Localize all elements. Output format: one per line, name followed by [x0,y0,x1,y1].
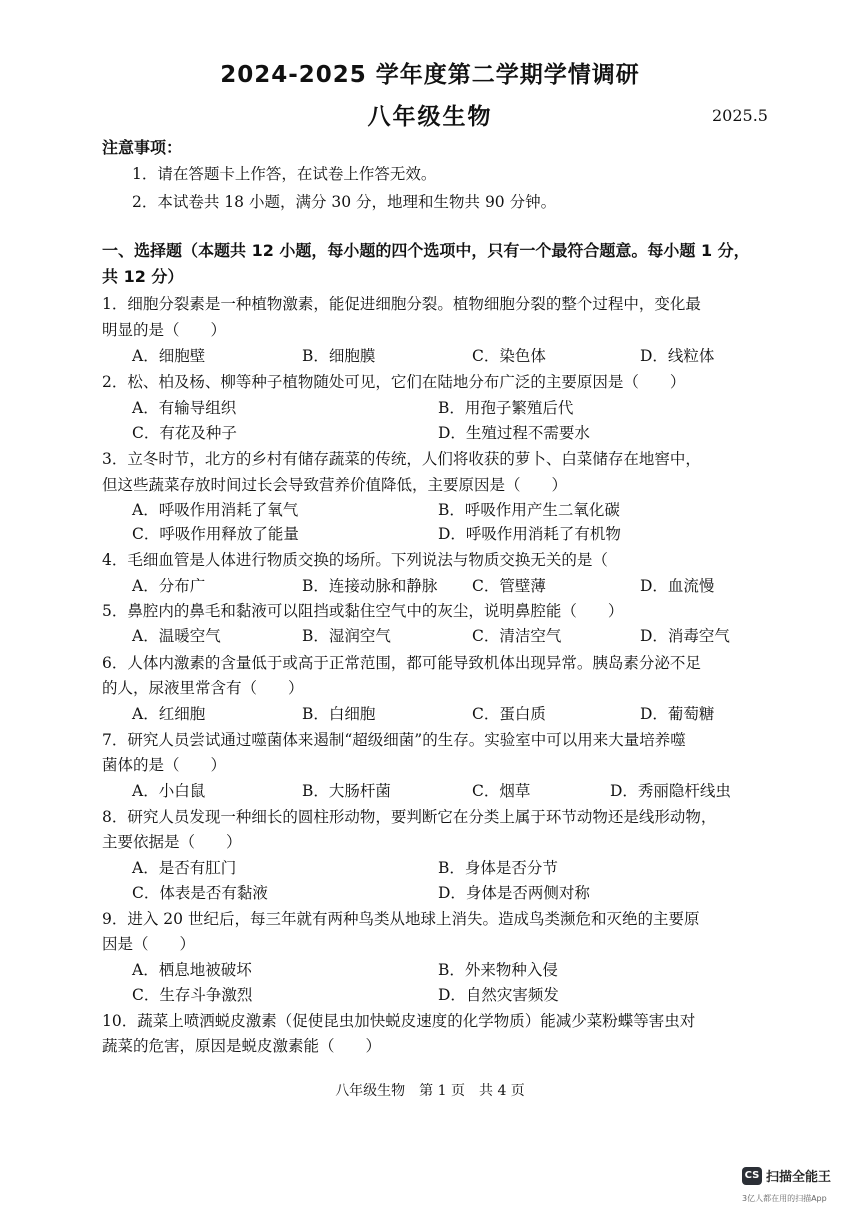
q8-option-a: A．是否有肛门 [132,859,237,877]
q8-option-c: C．体表是否有黏液 [132,884,268,902]
scanner-name: 扫描全能王 [766,1170,832,1185]
q3-option-c: C．呼吸作用释放了能量 [132,525,299,543]
scanner-logo-icon: CS [742,1167,762,1185]
question-10-text-cont: 蔬菜的危害，原因是蜕皮激素能（ ） [102,1037,382,1055]
question-3-text: 3．立冬时节，北方的乡村有储存蔬菜的传统，人们将收获的萝卜、白菜储存在地窖中， [102,450,701,468]
question-6-text-cont: 的人，尿液里常含有（ ） [102,679,304,697]
q7-option-a: A．小白鼠 [132,782,206,800]
question-1-text: 1．细胞分裂素是一种植物激素，能促进细胞分裂。植物细胞分裂的整个过程中，变化最 [102,295,701,313]
section-heading-cont: 共 12 分） [102,267,184,286]
exam-subject: 八年级生物 [367,104,493,130]
q4-option-d: D．血流慢 [640,577,715,595]
q2-option-c: C．有花及种子 [132,424,237,442]
notice-item: 1．请在答题卡上作答，在试卷上作答无效。 [132,165,437,183]
notice-item: 2．本试卷共 18 小题，满分 30 分，地理和生物共 90 分钟。 [132,193,557,211]
q9-option-b: B．外来物种入侵 [438,961,558,979]
q9-option-a: A．栖息地被破坏 [132,961,252,979]
question-9-text-cont: 因是（ ） [102,935,196,953]
question-10-text: 10．蔬菜上喷洒蜕皮激素（促使昆虫加快蜕皮速度的化学物质）能减少菜粉蝶等害虫对 [102,1012,696,1030]
question-6-text: 6．人体内激素的含量低于或高于正常范围，都可能导致机体出现异常。胰岛素分泌不足 [102,654,701,672]
q7-option-b: B．大肠杆菌 [302,782,391,800]
q5-option-c: C．清洁空气 [472,627,562,645]
q3-option-a: A．呼吸作用消耗了氧气 [132,501,299,519]
q9-option-d: D．自然灾害频发 [438,986,559,1004]
q9-option-c: C．生存斗争激烈 [132,986,253,1004]
page-footer: 八年级生物 第 1 页 共 4 页 [335,1083,525,1099]
q4-option-a: A．分布广 [132,577,206,595]
q7-option-c: C．烟草 [472,782,531,800]
q5-option-b: B．湿润空气 [302,627,391,645]
q6-option-a: A．红细胞 [132,705,206,723]
question-2-text: 2．松、柏及杨、柳等种子植物随处可见，它们在陆地分布广泛的主要原因是（ ） [102,373,686,391]
q2-option-a: A．有输导组织 [132,399,237,417]
question-8-text-cont: 主要依据是（ ） [102,833,242,851]
question-4-text: 4．毛细血管是人体进行物质交换的场所。下列说法与物质交换无关的是（ [102,551,608,569]
q6-option-b: B．白细胞 [302,705,376,723]
q1-option-b: B．细胞膜 [302,347,376,365]
question-3-text-cont: 但这些蔬菜存放时间过长会导致营养价值降低，主要原因是（ ） [102,476,568,494]
q1-option-a: A．细胞壁 [132,347,206,365]
q8-option-b: B．身体是否分节 [438,859,558,877]
q2-option-d: D．生殖过程不需要水 [438,424,590,442]
q3-option-b: B．呼吸作用产生二氧化碳 [438,501,620,519]
exam-title: 2024-2025 学年度第二学期学情调研 [220,62,640,88]
question-7-text: 7．研究人员尝试通过噬菌体来遏制“超级细菌”的生存。实验室中可以用来大量培养噬 [102,731,686,749]
q2-option-b: B．用孢子繁殖后代 [438,399,574,417]
q6-option-c: C．蛋白质 [472,705,546,723]
q1-option-c: C．染色体 [472,347,546,365]
question-9-text: 9．进入 20 世纪后，每三年就有两种鸟类从地球上消失。造成鸟类濒危和灭绝的主要原 [102,910,700,928]
q4-option-b: B．连接动脉和静脉 [302,577,438,595]
question-8-text: 8．研究人员发现一种细长的圆柱形动物，要判断它在分类上属于环节动物还是线形动物， [102,808,717,826]
q6-option-d: D．葡萄糖 [640,705,715,723]
notice-heading: 注意事项： [102,138,183,157]
scanner-tagline: 3亿人都在用的扫描App [742,1194,827,1203]
question-1-text-cont: 明显的是（ ） [102,321,227,339]
q7-option-d: D．秀丽隐杆线虫 [610,782,731,800]
exam-date: 2025.5 [712,106,768,125]
q5-option-d: D．消毒空气 [640,627,730,645]
question-7-text-cont: 菌体的是（ ） [102,756,227,774]
q1-option-d: D．线粒体 [640,347,715,365]
scanner-watermark [742,1166,831,1185]
q3-option-d: D．呼吸作用消耗了有机物 [438,525,621,543]
q4-option-c: C．管壁薄 [472,577,546,595]
q5-option-a: A．温暖空气 [132,627,221,645]
section-heading: 一、选择题（本题共 12 小题，每小题的四个选项中，只有一个最符合题意。每小题 1 分， [102,241,750,260]
question-5-text: 5．鼻腔内的鼻毛和黏液可以阻挡或黏住空气中的灰尘，说明鼻腔能（ ） [102,602,624,620]
q8-option-d: D．身体是否两侧对称 [438,884,590,902]
